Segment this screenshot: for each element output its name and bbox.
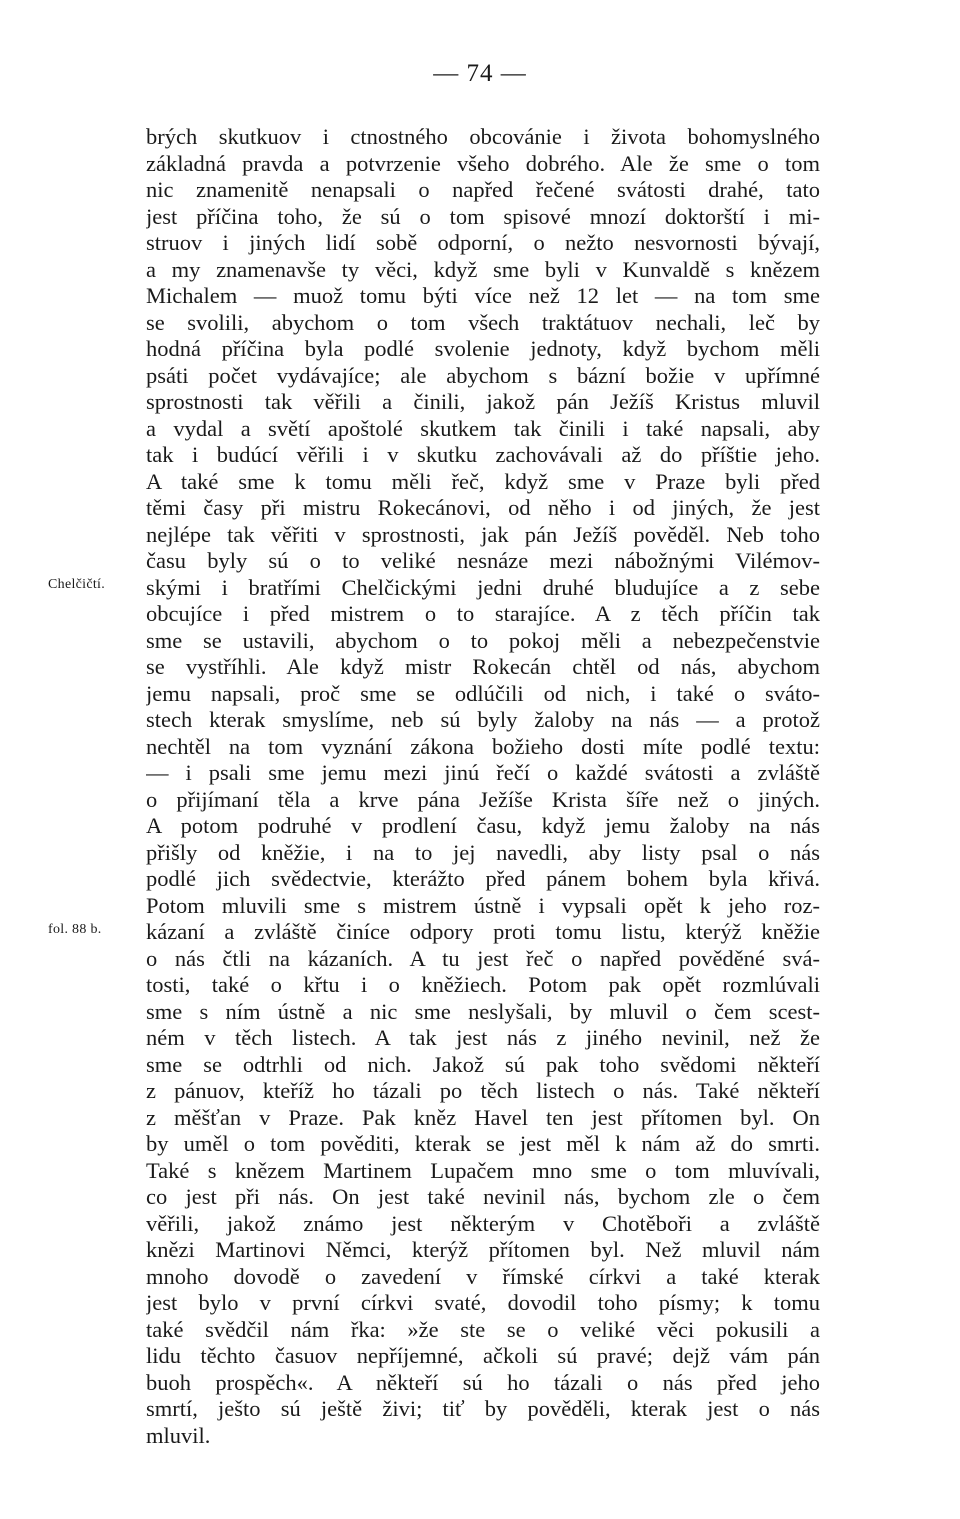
text-line: o nás čtli na kázaních. A tu jest řeč o napřed pověděné svá- (146, 945, 820, 971)
text-line: Také s knězem Martinem Lupačem mno sme o tom mluvívali, (146, 1157, 820, 1183)
text-line: kázaní a zvláště činíce odpory proti tomu listu, kterýž kněžie (146, 919, 820, 944)
text-line: podlé jich svědectvie, kterážto před pánem bohem byla křivá. (146, 866, 820, 891)
text-line: struov i jiných lidí sobě odporní, o nežto nesvornosti bývají, (146, 230, 820, 255)
text-line: lidu těchto časuov nepříjemné, ačkoli sú pravé; dejž vám pán (146, 1343, 820, 1368)
text-line: Michalem — muož tomu býti více než 12 let — na tom sme (146, 283, 820, 308)
text-line: se vystříhli. Ale když mistr Rokecán chtěl od nás, abychom (146, 654, 820, 679)
text-line: se svolili, abychom o tom všech traktátuov nechali, leč by (146, 309, 820, 335)
text-line: co jest při nás. On jest také nevinil nás, bychom zle o čem (146, 1184, 820, 1209)
text-line: brých skutkuov i ctnostného obcovánie i života bohomyslného (146, 124, 820, 149)
text-line: sme se odtrhli od nich. Jakož sú pak toho svědomi někteří (146, 1051, 820, 1077)
text-line: smrtí, ješto sú ještě živi; tiť by pověděli, kterak jest o nás (146, 1396, 820, 1421)
text-line: přišly od kněžie, i na to jej navedli, aby listy psal o nás (146, 839, 820, 865)
text-line: těmi časy při mistru Rokecánovi, od něho i od jiných, že jest (146, 495, 820, 520)
text-line: o přijímaní těla a krve pána Ježíše Krista šíře než o jiných. (146, 786, 820, 812)
text-line: A potom podruhé v prodlení času, když jemu žaloby na nás (146, 813, 820, 838)
text-line: a vydal a světí apoštolé skutkem tak činili i také napsali, aby (146, 415, 820, 441)
body-text (146, 124, 820, 1449)
text-line: skými i bratřími Chelčickými jedni druhé bludujíce a z sebe (146, 574, 820, 600)
margin-note-chelcicti: Chelčičtí. (48, 577, 106, 592)
text-line: tosti, také o křtu i o kněžiech. Potom pak opět rozmlúvali (146, 972, 820, 997)
text-line: hodná příčina byla podlé svolenie jednoty, když bychom měli (146, 336, 820, 361)
text-line: ném v těch listech. A tak jest nás z jiného nevinil, než že (146, 1025, 820, 1050)
text-line: — i psali sme jemu mezi jinú řečí o každé svátosti a zvláště (146, 760, 820, 785)
text-line: mnoho dovodě o zavedení v římské církvi a také kterak (146, 1263, 820, 1289)
text-line: a my znamenavše ty věci, když sme byli v Kunvaldě s knězem (146, 256, 820, 282)
text-line: nic znamenitě nenapsali o napřed řečené svátosti drahé, tato (146, 177, 820, 202)
text-line: sme se ustavili, abychom o to pokoj měli a nebezpečenstvie (146, 627, 820, 653)
text-line: nechtěl na tom vyznání zákona božieho dosti míte podlé textu: (146, 733, 820, 759)
text-line: Potom mluvili sme s mistrem ústně i vypsali opět k jeho roz- (146, 892, 820, 918)
text-line: jemu napsali, proč sme se odlúčili od nich, i také o sváto- (146, 680, 820, 706)
text-line: základná pravda a potvrzenie všeho dobrého. Ale že sme o tom (146, 150, 820, 176)
text-line: stech kterak smyslíme, neb sú byly žaloby na nás — a protož (146, 707, 820, 732)
text-line: by uměl o tom pověditi, kterak se jest měl k nám až do smrti. (146, 1131, 820, 1156)
text-line: psáti počet vydávajíce; ale abychom s bázní božie v upřímné (146, 362, 820, 388)
text-line: také svědčil nám řka: »že ste se o veliké věci pokusili a (146, 1316, 820, 1342)
text-line: obcujíce i před mistrem o to starajíce. A z těch příčin tak (146, 601, 820, 626)
text-line: sprostnosti tak věřili a činili, jakož pán Ježíš Kristus mluvil (146, 389, 820, 414)
text-line: nejlépe tak věřiti v sprostnosti, jak pán Ježíš pověděl. Neb toho (146, 521, 820, 547)
page-number: — 74 — (433, 60, 527, 87)
text-line: jest příčina toho, že sú o tom spisové mnozí doktorští i mi- (146, 203, 820, 229)
text-line: A také sme k tomu měli řeč, když sme v Praze byli před (146, 468, 820, 494)
text-line: mluvil. (146, 1422, 211, 1448)
margin-note-folio: fol. 88 b. (48, 922, 102, 937)
text-line: buoh prospěch«. A někteří sú ho tázali o nás před jeho (146, 1369, 820, 1395)
text-line: času byly sú o to veliké nesnáze mezi nábožnými Vilémov- (146, 548, 820, 573)
text-line: tak i budúcí věřili i v skutku zachovávali až do příštie jeho. (146, 442, 820, 467)
text-line: knězi Martinovi Němci, kterýž přítomen byl. Než mluvil nám (146, 1237, 820, 1262)
text-line: jest bylo v první církvi svaté, dovodil toho písmy; k tomu (146, 1290, 820, 1315)
text-line: z pánuov, kteříž ho tázali po těch listech o nás. Také někteří (146, 1078, 820, 1103)
text-line: z měšťan v Praze. Pak kněz Havel ten jest přítomen byl. On (146, 1104, 820, 1130)
text-line: sme s ním ústně a nic sme neslyšali, by mluvil o čem scest- (146, 998, 820, 1024)
text-line: věřili, jakož známo jest některým v Chotěboři a zvláště (146, 1210, 820, 1236)
